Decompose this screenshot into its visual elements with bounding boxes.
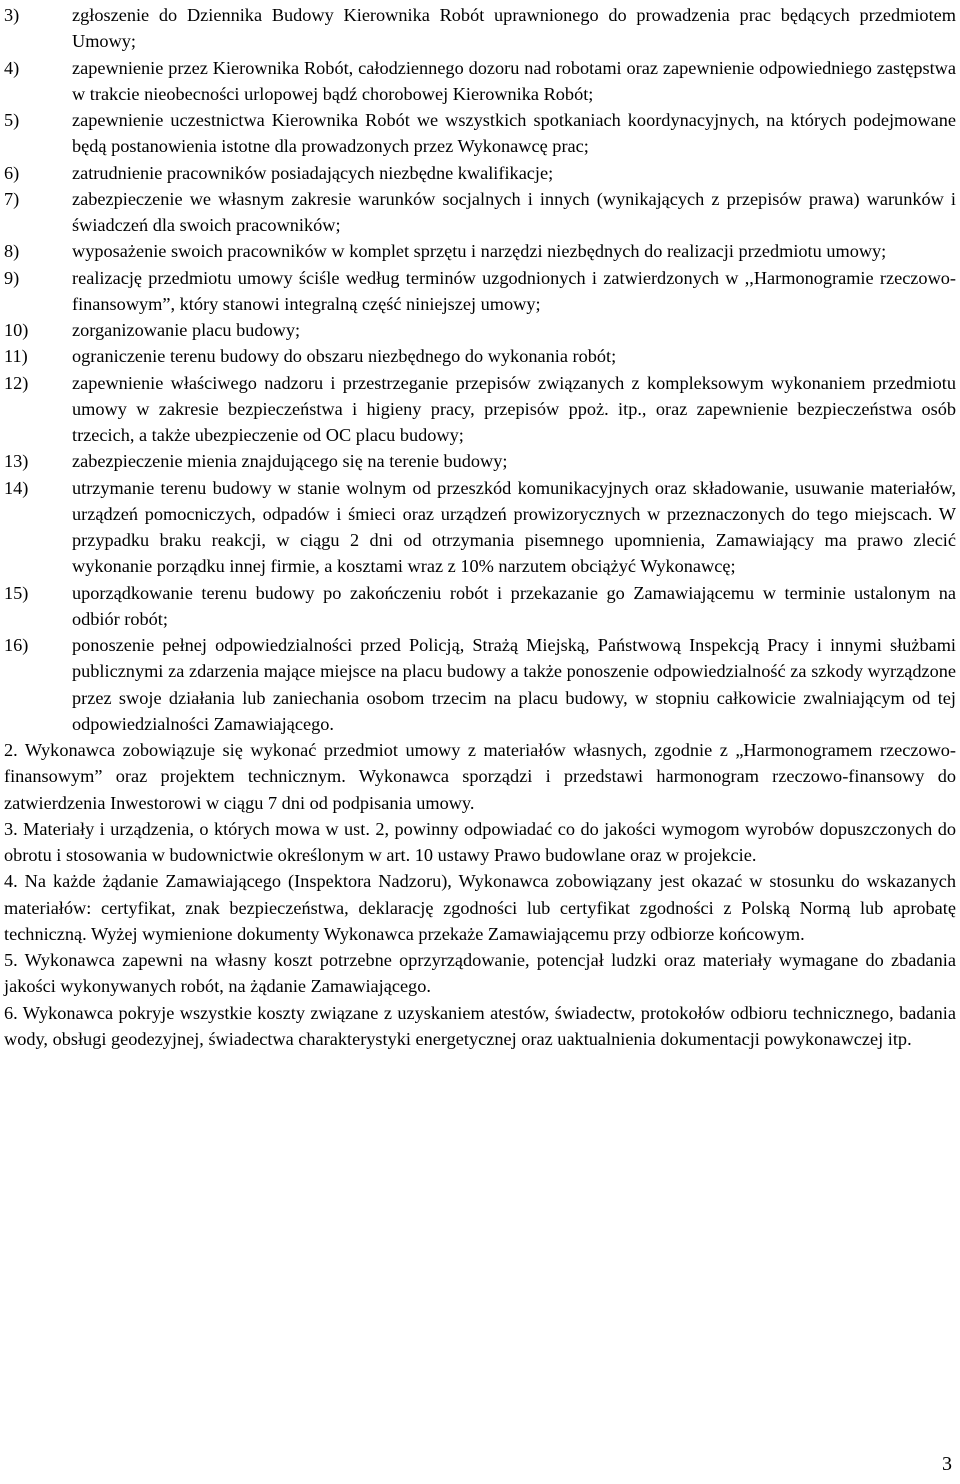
list-item bbox=[4, 580, 956, 633]
paragraph: 3. Materiały i urządzenia, o których mowa w ust. 2, powinny odpowiadać co do jakości wymogom wyrobów dopuszczonych do obrotu i stosowania w budownictwie określonym w art. 10 ustawy Prawo budowlane oraz w projekcie. bbox=[4, 818, 956, 865]
list-item bbox=[4, 238, 956, 264]
list-item bbox=[4, 160, 956, 186]
list-item bbox=[4, 186, 956, 239]
list-item-number: 11) bbox=[4, 346, 28, 367]
list-item-number: 12) bbox=[4, 372, 29, 393]
list-item bbox=[4, 265, 956, 318]
list-item bbox=[4, 107, 956, 160]
list-item-number: 9) bbox=[4, 267, 20, 288]
paragraph: 4. Na każde żądanie Zamawiającego (Inspektora Nadzoru), Wykonawca zobowiązany jest okazać w stosunku do wskazanych materiałów: certyfikat, znak bezpieczeństwa, deklarację zgodności lub certyfikat zgodności z Polską Normą lub aprobatę techniczną. Wyżej wymienione dokumenty Wykonawca przekaże Zamawiającemu przy odbiorze końcowym. bbox=[4, 871, 956, 944]
list-item bbox=[4, 317, 956, 343]
list-item-number: 6) bbox=[4, 162, 20, 183]
list-item-number: 7) bbox=[4, 188, 20, 209]
list-item-text: zatrudnienie pracowników posiadających niezbędne kwalifikacje; bbox=[72, 162, 554, 183]
list-item-text: zapewnienie przez Kierownika Robót, całodziennego dozoru nad robotami oraz zapewnienie odpowiedniego zastępstwa w trakcie nieobecności urlopowej bądź chorobowej Kierownika Robót; bbox=[72, 57, 956, 104]
paragraph: 6. Wykonawca pokryje wszystkie koszty związane z uzyskaniem atestów, świadectw, protokołów odbioru technicznego, badania wody, obsługi geodezyjnej, świadectwa charakterystyki energetycznej oraz uaktualnienia dokumentacji powykonawczej itp. bbox=[4, 1002, 956, 1049]
list-item-text: zgłoszenie do Dziennika Budowy Kierownika Robót uprawnionego do prowadzenia prac będących przedmiotem Umowy; bbox=[72, 5, 956, 52]
contract-paragraphs bbox=[4, 737, 956, 1052]
list-item-number: 10) bbox=[4, 320, 29, 340]
list-item-number: 16) bbox=[4, 635, 29, 655]
list-item bbox=[4, 370, 956, 449]
list-item bbox=[4, 632, 956, 737]
list-item-text: zapewnienie uczestnictwa Kierownika Robót we wszystkich spotkaniach koordynacyjnych, na których podejmowane będą postanowienia istotne dla prowadzonych przez Wykonawcę prac; bbox=[72, 110, 956, 157]
list-item-text: uporządkowanie terenu budowy po zakończeniu robót i przekazanie go Zamawiającemu w terminie ustalonym na odbiór robót; bbox=[72, 582, 956, 629]
list-item bbox=[4, 55, 956, 108]
paragraph: 5. Wykonawca zapewni na własny koszt potrzebne oprzyrządowanie, potencjał ludzki oraz materiały wymagane do zbadania jakości wykonywanych robót, na żądanie Zamawiającego. bbox=[4, 950, 956, 997]
document-body bbox=[4, 2, 956, 1052]
paragraph: 2. Wykonawca zobowiązuje się wykonać przedmiot umowy z materiałów własnych, zgodnie z „Harmonogramem rzeczowo-finansowym” oraz projektem technicznym. Wykonawca sporządzi i przedstawi harmonogram rzeczowo-finansowy do zatwierdzenia Inwestorowi w ciągu 7 dni od podpisania umowy. bbox=[4, 740, 956, 813]
obligations-list bbox=[4, 2, 956, 737]
list-item bbox=[4, 448, 956, 474]
page-number: 3 bbox=[942, 1453, 952, 1475]
list-item-text: zabezpieczenie mienia znajdującego się na terenie budowy; bbox=[72, 451, 508, 472]
list-item-number: 4) bbox=[4, 57, 20, 78]
list-item-number: 14) bbox=[4, 477, 29, 498]
list-item-text: realizację przedmiotu umowy ściśle według terminów uzgodnionych i zatwierdzonych w ,,Harmonogramie rzeczowo-finansowym”, który stanowi integralną część niniejszej umowy; bbox=[72, 267, 956, 314]
list-item-number: 13) bbox=[4, 451, 29, 472]
list-item bbox=[4, 475, 956, 580]
list-item-text: wyposażenie swoich pracowników w komplet sprzętu i narzędzi niezbędnych do realizacji przedmiotu umowy; bbox=[72, 241, 887, 262]
list-item-number: 5) bbox=[4, 110, 20, 130]
list-item-number: 8) bbox=[4, 241, 20, 262]
list-item-text: utrzymanie terenu budowy w stanie wolnym od przeszkód komunikacyjnych oraz składowanie, usuwanie materiałów, urządzeń pomocniczych, odpadów i śmieci oraz urządzeń prowizorycznych w przeznaczonych do tego miejscach. W przypadku braku reakcji, w ciągu 2 dni od otrzymania pisemnego upomnienia, Zamawiający ma prawo zlecić wykonanie porządku innej firmie, a kosztami wraz z 10% narzutem obciążyć Wykonawcę; bbox=[72, 477, 956, 577]
list-item-text: zapewnienie właściwego nadzoru i przestrzeganie przepisów związanych z kompleksowym wykonaniem przedmiotu umowy w zakresie bezpieczeństwa i higieny pracy, przepisów ppoż. itp., oraz zapewnienie bezpieczeństwa osób trzecich, a także ubezpieczenie od OC placu budowy; bbox=[72, 372, 956, 445]
list-item-text: ponoszenie pełnej odpowiedzialności przed Policją, Strażą Miejską, Państwową Inspekcją Pracy i innymi służbami publicznymi za zdarzenia mające miejsce na placu budowy a także ponoszenie odpowiedzialność za szkody wyrządzone przez swoje działania lub zaniechania osobom trzecim na placu budowy, w stopniu całkowicie zwalniającym od tej odpowiedzialności Zamawiającego. bbox=[72, 635, 956, 734]
list-item-number: 3) bbox=[4, 5, 20, 25]
list-item-text: zorganizowanie placu budowy; bbox=[72, 320, 301, 340]
list-item-text: ograniczenie terenu budowy do obszaru niezbędnego do wykonania robót; bbox=[72, 346, 617, 367]
list-item bbox=[4, 2, 956, 55]
list-item-text: zabezpieczenie we własnym zakresie warunków socjalnych i innych (wynikających z przepisów prawa) warunków i świadczeń dla swoich pracowników; bbox=[72, 188, 956, 235]
list-item bbox=[4, 343, 956, 369]
list-item-number: 15) bbox=[4, 582, 29, 603]
